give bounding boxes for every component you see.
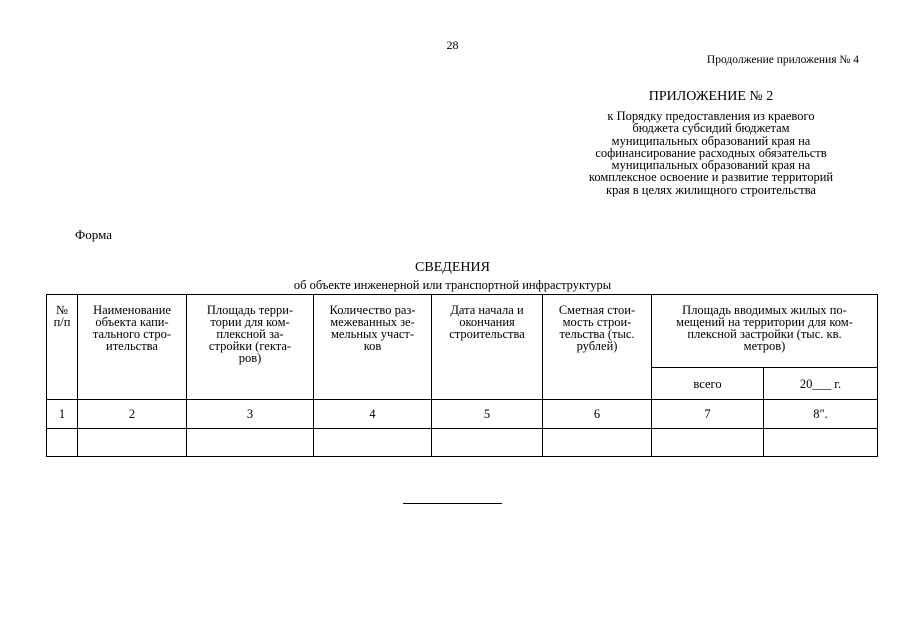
header-line: тории для ком-: [210, 315, 290, 329]
header-line: Дата начала и: [450, 303, 524, 317]
header-line: Площадь вводимых жилых по-: [682, 303, 847, 317]
header-cell-cost: [543, 295, 652, 400]
header-line: ков: [363, 339, 382, 353]
header-cell-name: [78, 295, 187, 400]
subheader-year: 20___ г.: [764, 368, 878, 400]
column-number: 8".: [764, 400, 878, 429]
column-number: 5: [432, 400, 543, 429]
empty-cell: [47, 429, 78, 457]
document-subtitle: об объекте инженерной или транспортной инфраструктуры: [293, 278, 612, 292]
header-line: межеванных зе-: [330, 315, 415, 329]
page-number: 28: [446, 38, 459, 52]
header-line: тельства (тыс.: [559, 327, 635, 341]
empty-cell: [314, 429, 432, 457]
column-number: 4: [314, 400, 432, 429]
empty-cell: [432, 429, 543, 457]
column-number: 1: [47, 400, 78, 429]
header-line: №: [56, 303, 68, 317]
column-number-row: [47, 400, 878, 429]
appendix-title: ПРИЛОЖЕНИЕ № 2: [648, 89, 774, 104]
header-line: Сметная стои-: [558, 303, 636, 317]
header-line: строительства: [449, 327, 525, 341]
table-row: [47, 429, 878, 457]
column-number: 6: [543, 400, 652, 429]
header-line: ительства: [106, 339, 158, 353]
header-line: мость строи-: [562, 315, 632, 329]
header-cell-area: [187, 295, 314, 400]
empty-cell: [78, 429, 187, 457]
header-line: мещений на территории для ком-: [676, 315, 853, 329]
document-title: СВЕДЕНИЯ: [415, 260, 490, 275]
header-cell-dates: [432, 295, 543, 400]
empty-cell: [764, 429, 878, 457]
appendix-line: софинансирование расходных обязательств: [595, 145, 827, 160]
header-line: окончания: [459, 315, 515, 329]
header-line: стройки (гекта-: [208, 339, 292, 353]
header-line: мельных участ-: [330, 327, 415, 341]
header-row: [47, 295, 878, 368]
appendix-line: комплексное освоение и развитие территорий: [588, 170, 834, 185]
data-table: [46, 294, 878, 457]
header-line: объекта капи-: [95, 315, 169, 329]
appendix-line: бюджета субсидий бюджетам: [632, 121, 790, 136]
header-line: рублей): [576, 339, 618, 353]
header-line: Площадь терри-: [206, 303, 294, 317]
form-label: Форма: [75, 227, 112, 242]
header-cell-housing-area: [652, 295, 878, 368]
header-line: плексной застройки (тыс. кв.: [687, 327, 842, 341]
header-cell-number: [47, 295, 78, 400]
subheader-total: всего: [652, 368, 764, 400]
header-line: тального стро-: [92, 327, 172, 341]
column-number: 7: [652, 400, 764, 429]
appendix-description: [560, 110, 862, 196]
footer-divider: [403, 503, 502, 504]
appendix-line: края в целях жилищного строительства: [606, 182, 816, 197]
header-cell-plots: [314, 295, 432, 400]
appendix-line: к Порядку предоставления из краевого: [607, 109, 815, 123]
appendix-line: муниципальных образований края на: [611, 158, 811, 173]
header-line: Количество раз-: [329, 303, 416, 317]
header-line: метров): [743, 339, 786, 353]
continuation-note: Продолжение приложения № 4: [706, 54, 859, 66]
empty-cell: [187, 429, 314, 457]
column-number: 2: [78, 400, 187, 429]
header-line: п/п: [53, 315, 71, 329]
appendix-line: муниципальных образований края на: [611, 133, 811, 148]
empty-cell: [652, 429, 764, 457]
empty-cell: [543, 429, 652, 457]
header-line: ров): [238, 351, 262, 365]
header-line: Наименование: [93, 303, 171, 317]
header-line: плексной за-: [216, 327, 284, 341]
column-number: 3: [187, 400, 314, 429]
